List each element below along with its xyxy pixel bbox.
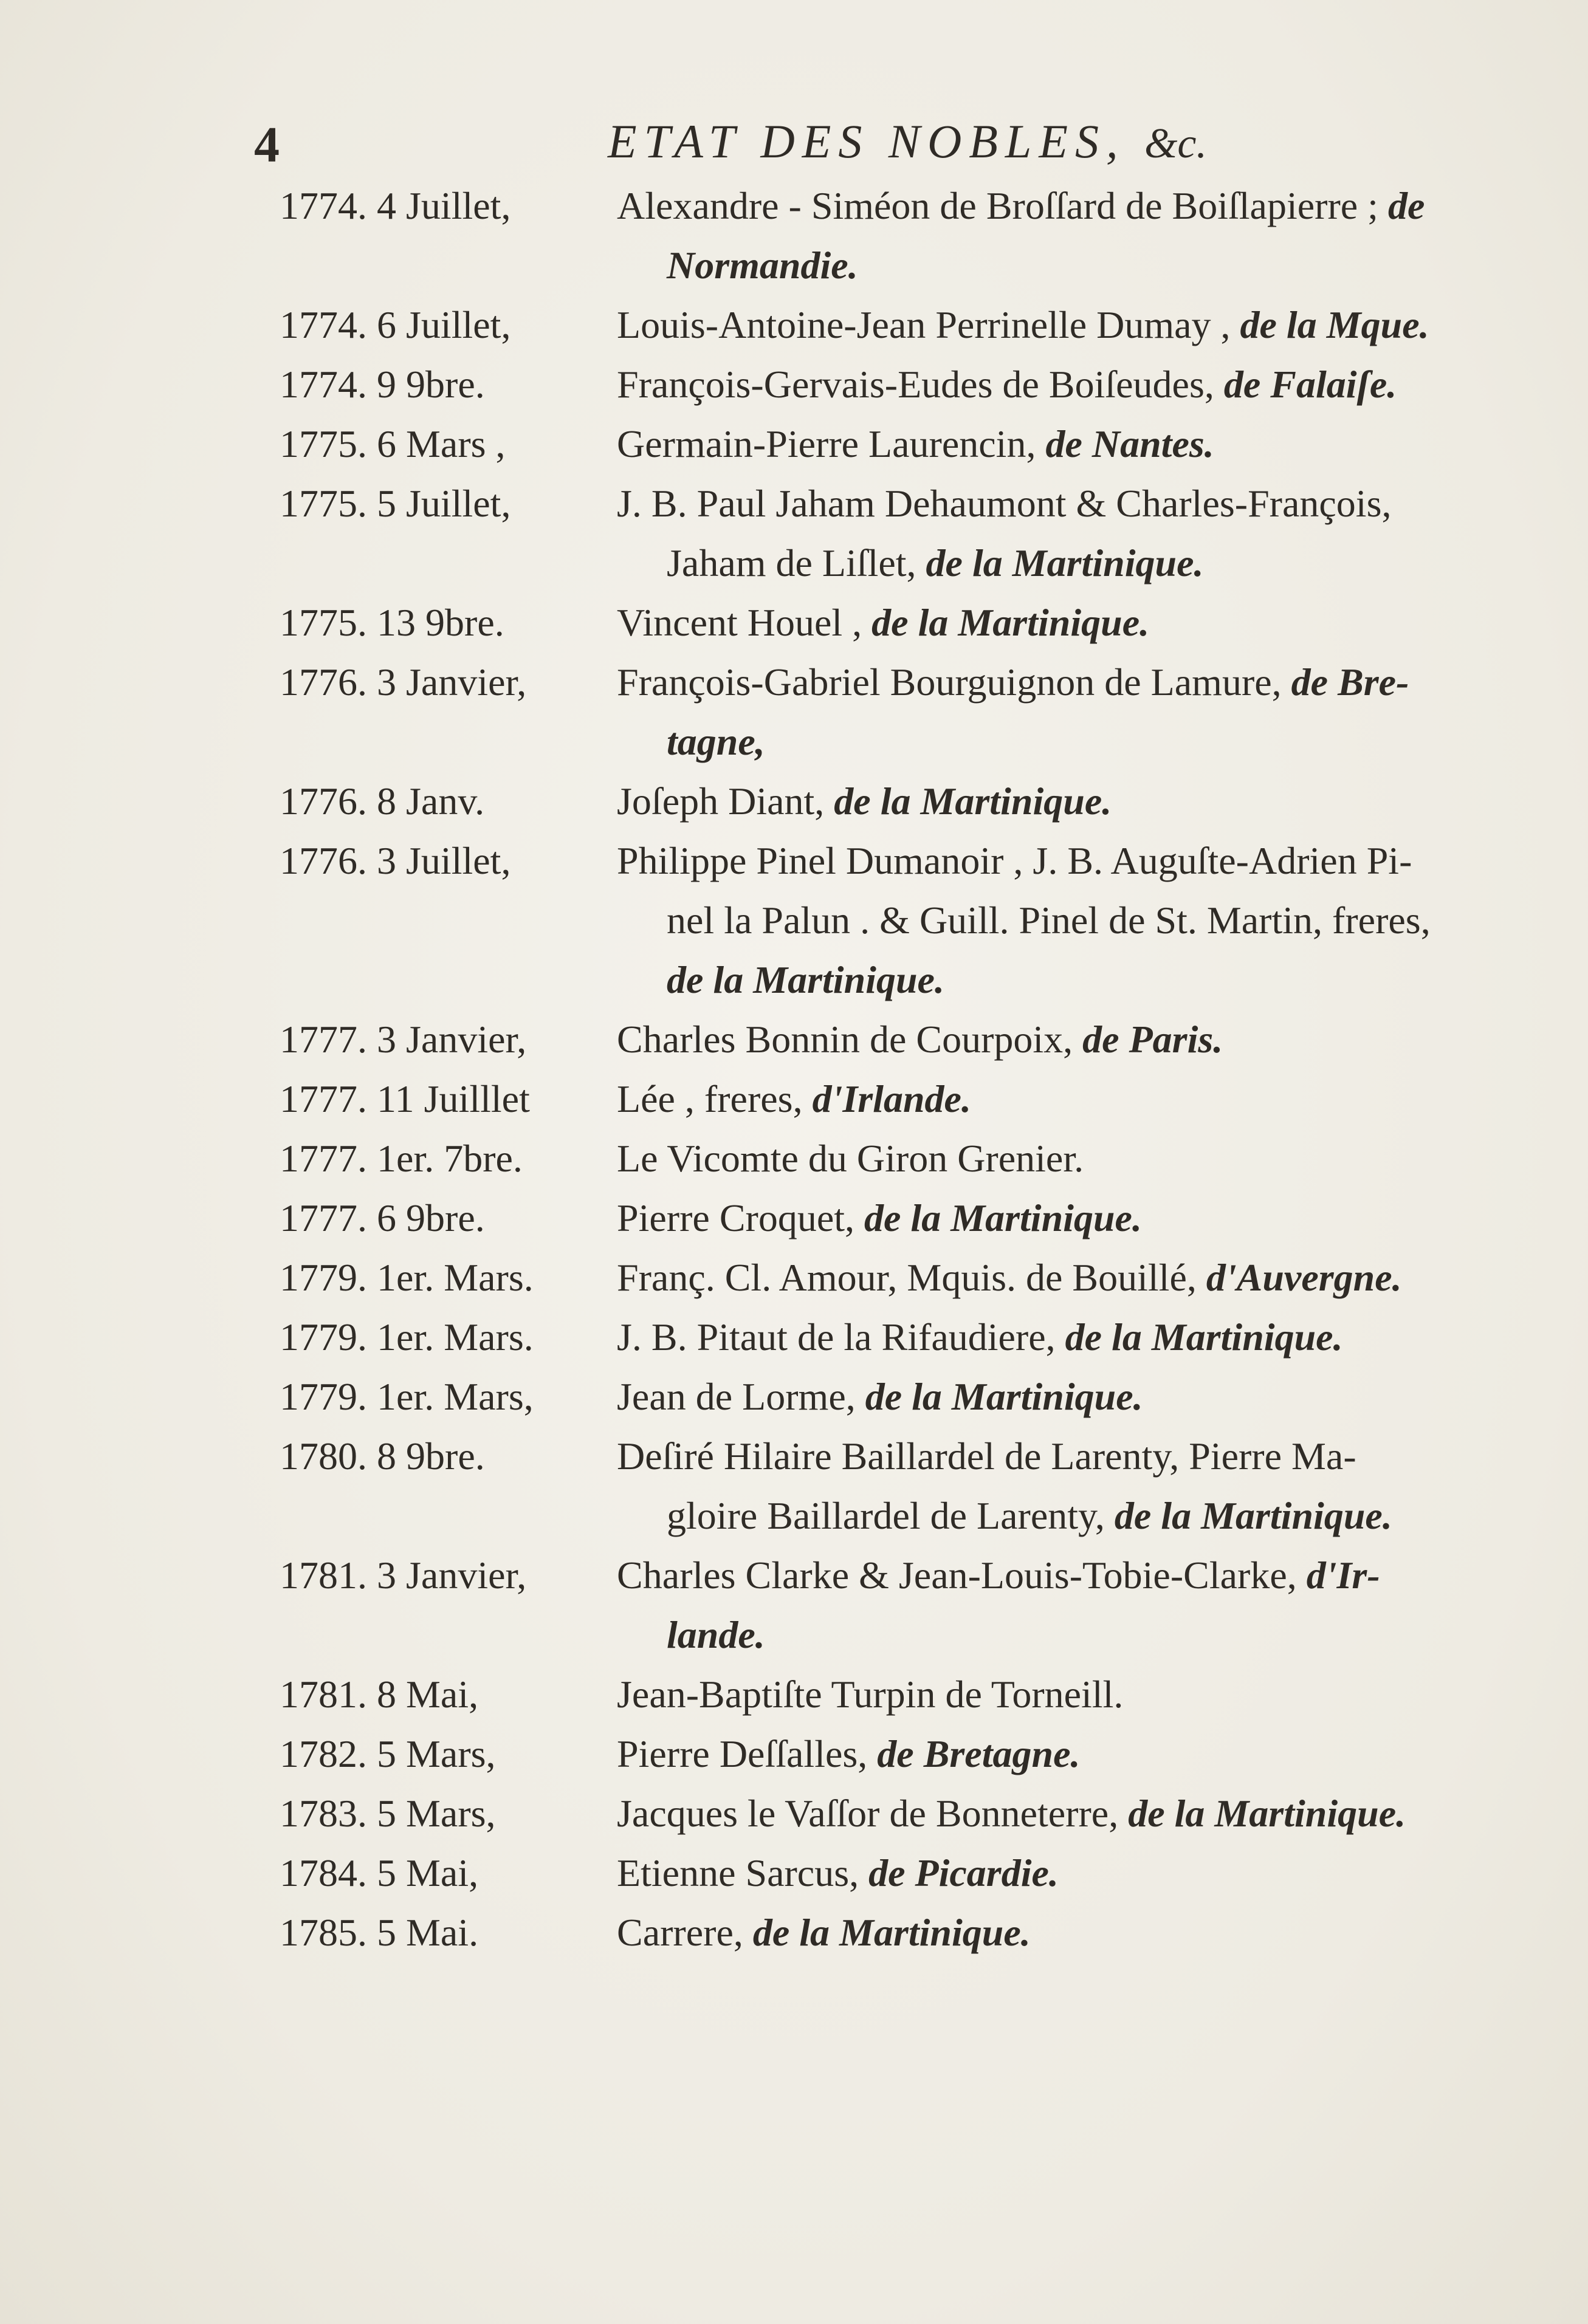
entry-line (617, 950, 1495, 1010)
entry-name: Louis-Antoine-Jean Perrinelle Dumay , (617, 303, 1240, 346)
entry-date: 1775. 13 9bre. (280, 601, 504, 644)
entry-line (617, 533, 1495, 593)
entry-row (280, 1367, 1495, 1427)
entry-name: Jean-Baptiſte Turpin de Torneill. (617, 1673, 1124, 1716)
entry-row (280, 1665, 1495, 1724)
page-number: 4 (254, 117, 280, 173)
entry-place: d'Irlande. (812, 1077, 971, 1120)
entry-place: Normandie. (667, 244, 858, 287)
entry-name: Etienne Sarcus, (617, 1851, 869, 1894)
entry-text (617, 1665, 1495, 1724)
entry-row (280, 1308, 1495, 1367)
entry-text (617, 414, 1495, 474)
entry-date: 1776. 8 Janv. (280, 780, 485, 823)
entry-line (617, 1605, 1495, 1665)
entry-text (617, 1427, 1495, 1546)
entry-line (617, 1546, 1495, 1605)
entry-name: François-Gervais-Eudes de Boiſeudes, (617, 363, 1224, 406)
entry-line (617, 1843, 1495, 1903)
entry-date: 1785. 5 Mai. (280, 1911, 479, 1954)
entry-place: de la Martinique. (834, 780, 1112, 823)
entry-name: Jaham de Liſlet, (667, 541, 926, 584)
entry-row (280, 653, 1495, 772)
entry-date: 1775. 6 Mars , (280, 422, 506, 465)
entry-name: nel la Palun . & Guill. Pinel de St. Martin, freres, (667, 899, 1431, 942)
entry-row (280, 355, 1495, 414)
entry-place: de Picardie. (868, 1851, 1059, 1894)
entry-text (617, 1308, 1495, 1367)
entry-row (280, 1248, 1495, 1308)
entry-text (617, 831, 1495, 1010)
entry-place: d'Ir- (1306, 1554, 1380, 1597)
entry-text (617, 295, 1495, 355)
entry-date: 1774. 4 Juillet, (280, 184, 511, 227)
entry-line (617, 1010, 1495, 1069)
entry-row (280, 1069, 1495, 1129)
entry-place: de Bretagne. (877, 1732, 1081, 1775)
entry-row (280, 1724, 1495, 1784)
entry-date: 1775. 5 Juillet, (280, 482, 511, 525)
entry-line (617, 712, 1495, 772)
entry-line (617, 1724, 1495, 1784)
entry-date: 1774. 9 9bre. (280, 363, 485, 406)
entry-place: de la Martinique. (864, 1196, 1142, 1239)
entry-name: Deſiré Hilaire Baillardel de Larenty, Pierre Ma- (617, 1435, 1356, 1478)
entry-row (280, 474, 1495, 593)
entry-name: gloire Baillardel de Larenty, (667, 1494, 1115, 1537)
entry-line (617, 1129, 1495, 1188)
entry-text (617, 1903, 1495, 1962)
entry-date: 1774. 6 Juillet, (280, 303, 511, 346)
entry-text (617, 1546, 1495, 1665)
entry-place: de Paris. (1082, 1018, 1223, 1061)
entry-name: Pierre Deſſalles, (617, 1732, 878, 1775)
entry-place: de la Martinique. (1114, 1494, 1392, 1537)
entry-name: J. B. Pitaut de la Rifaudiere, (617, 1315, 1065, 1359)
entry-text (617, 772, 1495, 831)
entry-place: de la Martinique. (752, 1911, 1031, 1954)
entry-date: 1776. 3 Juillet, (280, 839, 511, 882)
entry-place: de Bre- (1291, 660, 1409, 704)
entry-name: Lée , freres, (617, 1077, 813, 1120)
entry-row (280, 831, 1495, 1010)
entry-row (280, 176, 1495, 295)
entry-place: de la Martinique. (1128, 1792, 1406, 1835)
entry-line (617, 295, 1495, 355)
entry-name: Vincent Houel , (617, 601, 872, 644)
entry-date: 1777. 3 Janvier, (280, 1018, 527, 1061)
entry-date: 1783. 5 Mars, (280, 1792, 496, 1835)
running-head-title: ETAT DES NOBLES, (608, 115, 1126, 168)
entry-place: lande. (667, 1613, 765, 1656)
entries-list (280, 176, 1495, 1962)
entry-text (617, 1069, 1495, 1129)
entry-place: tagne, (667, 720, 765, 763)
entry-row (280, 1546, 1495, 1665)
entry-text (617, 1724, 1495, 1784)
entry-date: 1777. 1er. 7bre. (280, 1137, 523, 1180)
entry-date: 1782. 5 Mars, (280, 1732, 496, 1775)
entry-name: Charles Bonnin de Courpoix, (617, 1018, 1083, 1061)
entry-line (617, 414, 1495, 474)
entry-line (617, 891, 1495, 950)
entry-place: d'Auvergne. (1206, 1256, 1402, 1299)
entry-name: Jean de Lorme, (617, 1375, 865, 1418)
entry-place: de Nantes. (1045, 422, 1214, 465)
entry-date: 1779. 1er. Mars. (280, 1256, 534, 1299)
entry-name: Charles Clarke & Jean-Louis-Tobie-Clarke, (617, 1554, 1307, 1597)
entry-line (617, 1069, 1495, 1129)
entry-date: 1779. 1er. Mars. (280, 1315, 534, 1359)
entry-row (280, 593, 1495, 653)
entry-row (280, 1129, 1495, 1188)
running-head (608, 114, 1207, 169)
entry-line (617, 1665, 1495, 1724)
entry-place: de (1387, 184, 1425, 227)
entry-text (617, 176, 1495, 295)
entry-date: 1780. 8 9bre. (280, 1435, 485, 1478)
entry-line (617, 1784, 1495, 1843)
entry-text (617, 355, 1495, 414)
entry-text (617, 474, 1495, 593)
entry-date: 1784. 5 Mai, (280, 1851, 479, 1894)
entry-place: de Falaiſe. (1223, 363, 1397, 406)
entry-name: Jacques le Vaſſor de Bonneterre, (617, 1792, 1129, 1835)
entry-line (617, 653, 1495, 712)
entry-line (617, 236, 1495, 295)
entry-place: de la Martinique. (1065, 1315, 1343, 1359)
entry-line (617, 474, 1495, 533)
entry-line (617, 831, 1495, 891)
entry-name: Carrere, (617, 1911, 753, 1954)
entry-name: Pierre Croquet, (617, 1196, 864, 1239)
entry-text (617, 653, 1495, 772)
entry-line (617, 176, 1495, 236)
entry-text (617, 1784, 1495, 1843)
entry-text (617, 1843, 1495, 1903)
entry-line (617, 1367, 1495, 1427)
entry-row (280, 295, 1495, 355)
entry-line (617, 1903, 1495, 1962)
entry-date: 1777. 11 Juilllet (280, 1077, 530, 1120)
entry-name: Le Vicomte du Giron Grenier. (617, 1137, 1084, 1180)
entry-text (617, 593, 1495, 653)
entry-line (617, 593, 1495, 653)
entry-name: J. B. Paul Jaham Dehaumont & Charles-François, (617, 482, 1392, 525)
entry-name: François-Gabriel Bourguignon de Lamure, (617, 660, 1291, 704)
entry-row (280, 772, 1495, 831)
entry-name: Franç. Cl. Amour, Mquis. de Bouillé, (617, 1256, 1206, 1299)
entry-line (617, 1188, 1495, 1248)
entry-place: de la Martinique. (865, 1375, 1143, 1418)
entry-row (280, 1784, 1495, 1843)
entry-row (280, 1843, 1495, 1903)
entry-name: Germain-Pierre Laurencin, (617, 422, 1046, 465)
entry-line (617, 355, 1495, 414)
entry-place: de la Martinique. (667, 958, 944, 1001)
running-head-etc: &c. (1144, 120, 1207, 167)
entry-date: 1777. 6 9bre. (280, 1196, 485, 1239)
entry-date: 1781. 3 Janvier, (280, 1554, 527, 1597)
entry-row (280, 1188, 1495, 1248)
entry-line (617, 1308, 1495, 1367)
entry-date: 1779. 1er. Mars, (280, 1375, 534, 1418)
entry-text (617, 1010, 1495, 1069)
entry-text (617, 1188, 1495, 1248)
entry-text (617, 1367, 1495, 1427)
entry-place: de la Martinique. (871, 601, 1150, 644)
entry-line (617, 1427, 1495, 1486)
entry-text (617, 1129, 1495, 1188)
entry-line (617, 772, 1495, 831)
entry-row (280, 1903, 1495, 1962)
entry-name: Philippe Pinel Dumanoir , J. B. Auguſte-Adrien Pi- (617, 839, 1412, 882)
entry-place: de la Martinique. (926, 541, 1204, 584)
entry-text (617, 1248, 1495, 1308)
entry-line (617, 1486, 1495, 1546)
entry-date: 1776. 3 Janvier, (280, 660, 527, 704)
entry-date: 1781. 8 Mai, (280, 1673, 479, 1716)
entry-place: de la Mque. (1240, 303, 1429, 346)
entry-name: Joſeph Diant, (617, 780, 834, 823)
entry-name: Alexandre - Siméon de Broſſard de Boiſlapierre ; (617, 184, 1388, 227)
entry-line (617, 1248, 1495, 1308)
entry-row (280, 414, 1495, 474)
entry-row (280, 1010, 1495, 1069)
entry-row (280, 1427, 1495, 1546)
